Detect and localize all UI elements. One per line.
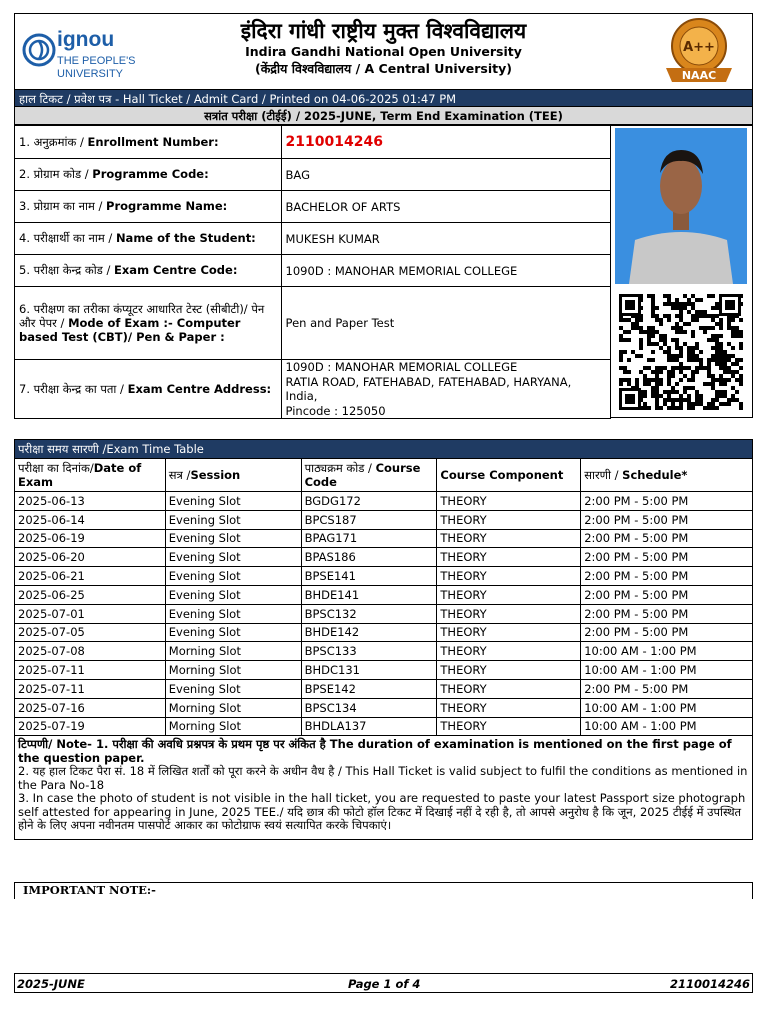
address-line: Pincode : 125050 [285,403,386,418]
photo-qr-panel [611,125,753,418]
session-cell: Morning Slot [165,698,301,717]
university-title-hindi: इंदिरा गांधी राष्ट्रीय मुक्त विश्वविद्यालय [240,19,527,43]
exam-date-cell: 2025-06-14 [15,510,166,529]
course-component-cell: THEORY [437,717,581,736]
programme-name-value: BACHELOR OF ARTS [281,191,610,223]
programme-name-label: 3. प्रोग्राम का नाम / Programme Name: [15,191,282,223]
timetable-row [15,529,753,548]
timetable-row [15,642,753,661]
schedule-cell: 10:00 AM - 1:00 PM [581,717,753,736]
footer-session: 2025-JUNE [17,977,85,991]
course-code-cell: BHDC131 [301,661,437,680]
exam-centre-code-label: 5. परीक्षा केन्द्र कोड / Exam Centre Code: [15,255,282,287]
notes-cell [15,736,753,840]
exam-mode-label: 6. परीक्षण का तरीका कंप्यूटर आधारित टेस्ट (सीबीटी)/ पेन और पेपर / Mode of Exam :- Computer based Test (CBT)/ Pen & Paper : [15,287,282,360]
exam-date-cell: 2025-06-21 [15,567,166,586]
programme-code-label: 2. प्रोग्राम कोड / Programme Code: [15,159,282,191]
course-code-cell: BPSC134 [301,698,437,717]
session-cell: Evening Slot [165,585,301,604]
session-cell: Morning Slot [165,661,301,680]
enrollment-row [15,126,611,159]
schedule-cell: 2:00 PM - 5:00 PM [581,585,753,604]
timetable-row [15,604,753,623]
schedule-cell: 2:00 PM - 5:00 PM [581,492,753,511]
important-note: IMPORTANT NOTE:- [14,882,753,899]
timetable-row [15,548,753,567]
course-component-cell: THEORY [437,492,581,511]
exam-date-cell: 2025-07-19 [15,717,166,736]
student-info-section [14,125,753,418]
session-cell: Evening Slot [165,604,301,623]
course-component-cell: THEORY [437,623,581,642]
address-line: 1090D : MANOHAR MEMORIAL COLLEGE [285,360,518,374]
schedule-cell: 2:00 PM - 5:00 PM [581,529,753,548]
session-cell: Morning Slot [165,642,301,661]
exam-date-cell: 2025-07-08 [15,642,166,661]
course-code-cell: BHDE142 [301,623,437,642]
timetable-row [15,492,753,511]
note-3: 3. In case the photo of student is not visible in the hall ticket, you are requested to paste your latest Passport size photograph self attested for appearing in June, 2025 TEE./ यदि छात्र की फोटो हॉल टिकट में दिखाई नहीं दे रही है, तो आपसे अनुरोध है कि जून, 2025 टीईई में उपस्थित होने के लिए अपना नवीनतम पासपोर्ट आकार का फोटोग्राफ स्वयं सत्यापित करके चिपकाएं। [18,791,746,833]
logo-text-sub2: UNIVERSITY [57,68,124,80]
enrollment-label: 1. अनुक्रमांक / Enrollment Number: [15,126,282,159]
exam-title: सत्रांत परीक्षा (टीईई) / 2025-JUNE, Term End Examination (TEE) [14,107,753,125]
programme-code-row [15,159,611,191]
exam-centre-code-value: 1090D : MANOHAR MEMORIAL COLLEGE [281,255,610,287]
course-code-cell: BGDG172 [301,492,437,511]
naac-seal [660,16,738,86]
student-name-label: 4. परीक्षार्थी का नाम / Name of the Student: [15,223,282,255]
session-cell: Evening Slot [165,548,301,567]
course-code-cell: BPSC132 [301,604,437,623]
timetable-row [15,698,753,717]
exam-date-cell: 2025-07-01 [15,604,166,623]
schedule-cell: 10:00 AM - 1:00 PM [581,661,753,680]
programme-name-row [15,191,611,223]
course-code-cell: BHDE141 [301,585,437,604]
student-name-row [15,223,611,255]
timetable-row [15,585,753,604]
header-course-code: पाठ्यक्रम कोड / Course Code [301,459,437,492]
course-code-cell: BPSE141 [301,567,437,586]
course-code-cell: BPAG171 [301,529,437,548]
course-component-cell: THEORY [437,698,581,717]
timetable-caption: परीक्षा समय सारणी /Exam Time Table [15,440,753,459]
exam-mode-row [15,287,611,360]
course-component-cell: THEORY [437,642,581,661]
university-subtitle: (केंद्रीय विश्वविद्यालय / A Central University) [254,61,512,76]
logo-text-main: ignou [57,28,115,51]
university-title-english: Indira Gandhi National Open University [245,44,522,59]
student-photo [615,128,747,284]
footer-enrollment: 2110014246 [669,977,750,991]
footer-page-number: Page 1 of 4 [348,977,421,991]
exam-centre-address-label: 7. परीक्षा केन्द्र का पता / Exam Centre Address: [15,360,282,419]
schedule-cell: 2:00 PM - 5:00 PM [581,623,753,642]
timetable-row [15,679,753,698]
course-code-cell: BPAS186 [301,548,437,567]
exam-date-cell: 2025-07-16 [15,698,166,717]
student-info-table [14,125,611,419]
timetable-body [15,492,753,736]
course-component-cell: THEORY [437,661,581,680]
exam-mode-value: Pen and Paper Test [281,287,610,360]
student-name-value: MUKESH KUMAR [281,223,610,255]
schedule-cell: 2:00 PM - 5:00 PM [581,604,753,623]
session-cell: Evening Slot [165,679,301,698]
timetable-row [15,717,753,736]
qr-code [619,294,741,410]
schedule-cell: 2:00 PM - 5:00 PM [581,548,753,567]
schedule-cell: 2:00 PM - 5:00 PM [581,679,753,698]
exam-date-cell: 2025-06-25 [15,585,166,604]
course-component-cell: THEORY [437,510,581,529]
note-2: 2. यह हाल टिकट पैरा सं. 18 में लिखित शर्तों को पूरा करने के अधीन वैध है / This Hall Ticket is valid subject to fulfil the conditions as mentioned in the Para No-18 [18,764,748,792]
session-cell: Evening Slot [165,623,301,642]
course-component-cell: THEORY [437,585,581,604]
session-cell: Evening Slot [165,529,301,548]
schedule-cell: 10:00 AM - 1:00 PM [581,698,753,717]
enrollment-value: 2110014246 [281,126,610,159]
timetable-row [15,623,753,642]
hall-ticket-banner: हाल टिकट / प्रवेश पत्र - Hall Ticket / Admit Card / Printed on 04-06-2025 01:47 PM [14,89,753,107]
timetable-row [15,567,753,586]
timetable-row [15,661,753,680]
header-date: परीक्षा का दिनांक/Date of Exam [15,459,166,492]
logo-text-sub1: THE PEOPLE'S [57,55,136,67]
exam-centre-code-row [15,255,611,287]
address-line: RATIA ROAD, FATEHABAD, FATEHABAD, HARYANA, India, [285,374,572,403]
course-component-cell: THEORY [437,567,581,586]
header [14,13,753,89]
header-schedule: सारणी / Schedule* [581,459,753,492]
session-cell: Evening Slot [165,492,301,511]
notes-row [15,736,753,840]
course-code-cell: BPCS187 [301,510,437,529]
course-component-cell: THEORY [437,529,581,548]
course-code-cell: BHDLA137 [301,717,437,736]
exam-centre-address-row [15,360,611,419]
page-footer [14,973,753,993]
exam-date-cell: 2025-07-11 [15,661,166,680]
exam-date-cell: 2025-06-13 [15,492,166,511]
naac-label: NAAC [681,69,717,82]
course-component-cell: THEORY [437,604,581,623]
exam-date-cell: 2025-07-11 [15,679,166,698]
schedule-cell: 10:00 AM - 1:00 PM [581,642,753,661]
session-cell: Evening Slot [165,510,301,529]
naac-grade: A++ [683,40,715,55]
schedule-cell: 2:00 PM - 5:00 PM [581,510,753,529]
course-component-cell: THEORY [437,548,581,567]
programme-code-value: BAG [281,159,610,191]
header-course-component: Course Component [437,459,581,492]
exam-date-cell: 2025-06-19 [15,529,166,548]
exam-centre-address-value [281,360,610,419]
schedule-cell: 2:00 PM - 5:00 PM [581,567,753,586]
session-cell: Evening Slot [165,567,301,586]
note-1: टिप्पणी/ Note- 1. परीक्षा की अवधि प्रश्नपत्र के प्रथम पृष्ठ पर अंकित है The duration of examination is mentioned on the first page of the question paper. [18,737,732,765]
exam-date-cell: 2025-06-20 [15,548,166,567]
course-component-cell: THEORY [437,679,581,698]
timetable-caption-row [15,440,753,459]
course-code-cell: BPSE142 [301,679,437,698]
timetable-header-row [15,459,753,492]
header-session: सत्र /Session [165,459,301,492]
session-cell: Morning Slot [165,717,301,736]
hall-ticket-page [14,13,753,418]
exam-date-cell: 2025-07-05 [15,623,166,642]
timetable-row [15,510,753,529]
course-code-cell: BPSC133 [301,642,437,661]
exam-time-table [14,439,753,840]
